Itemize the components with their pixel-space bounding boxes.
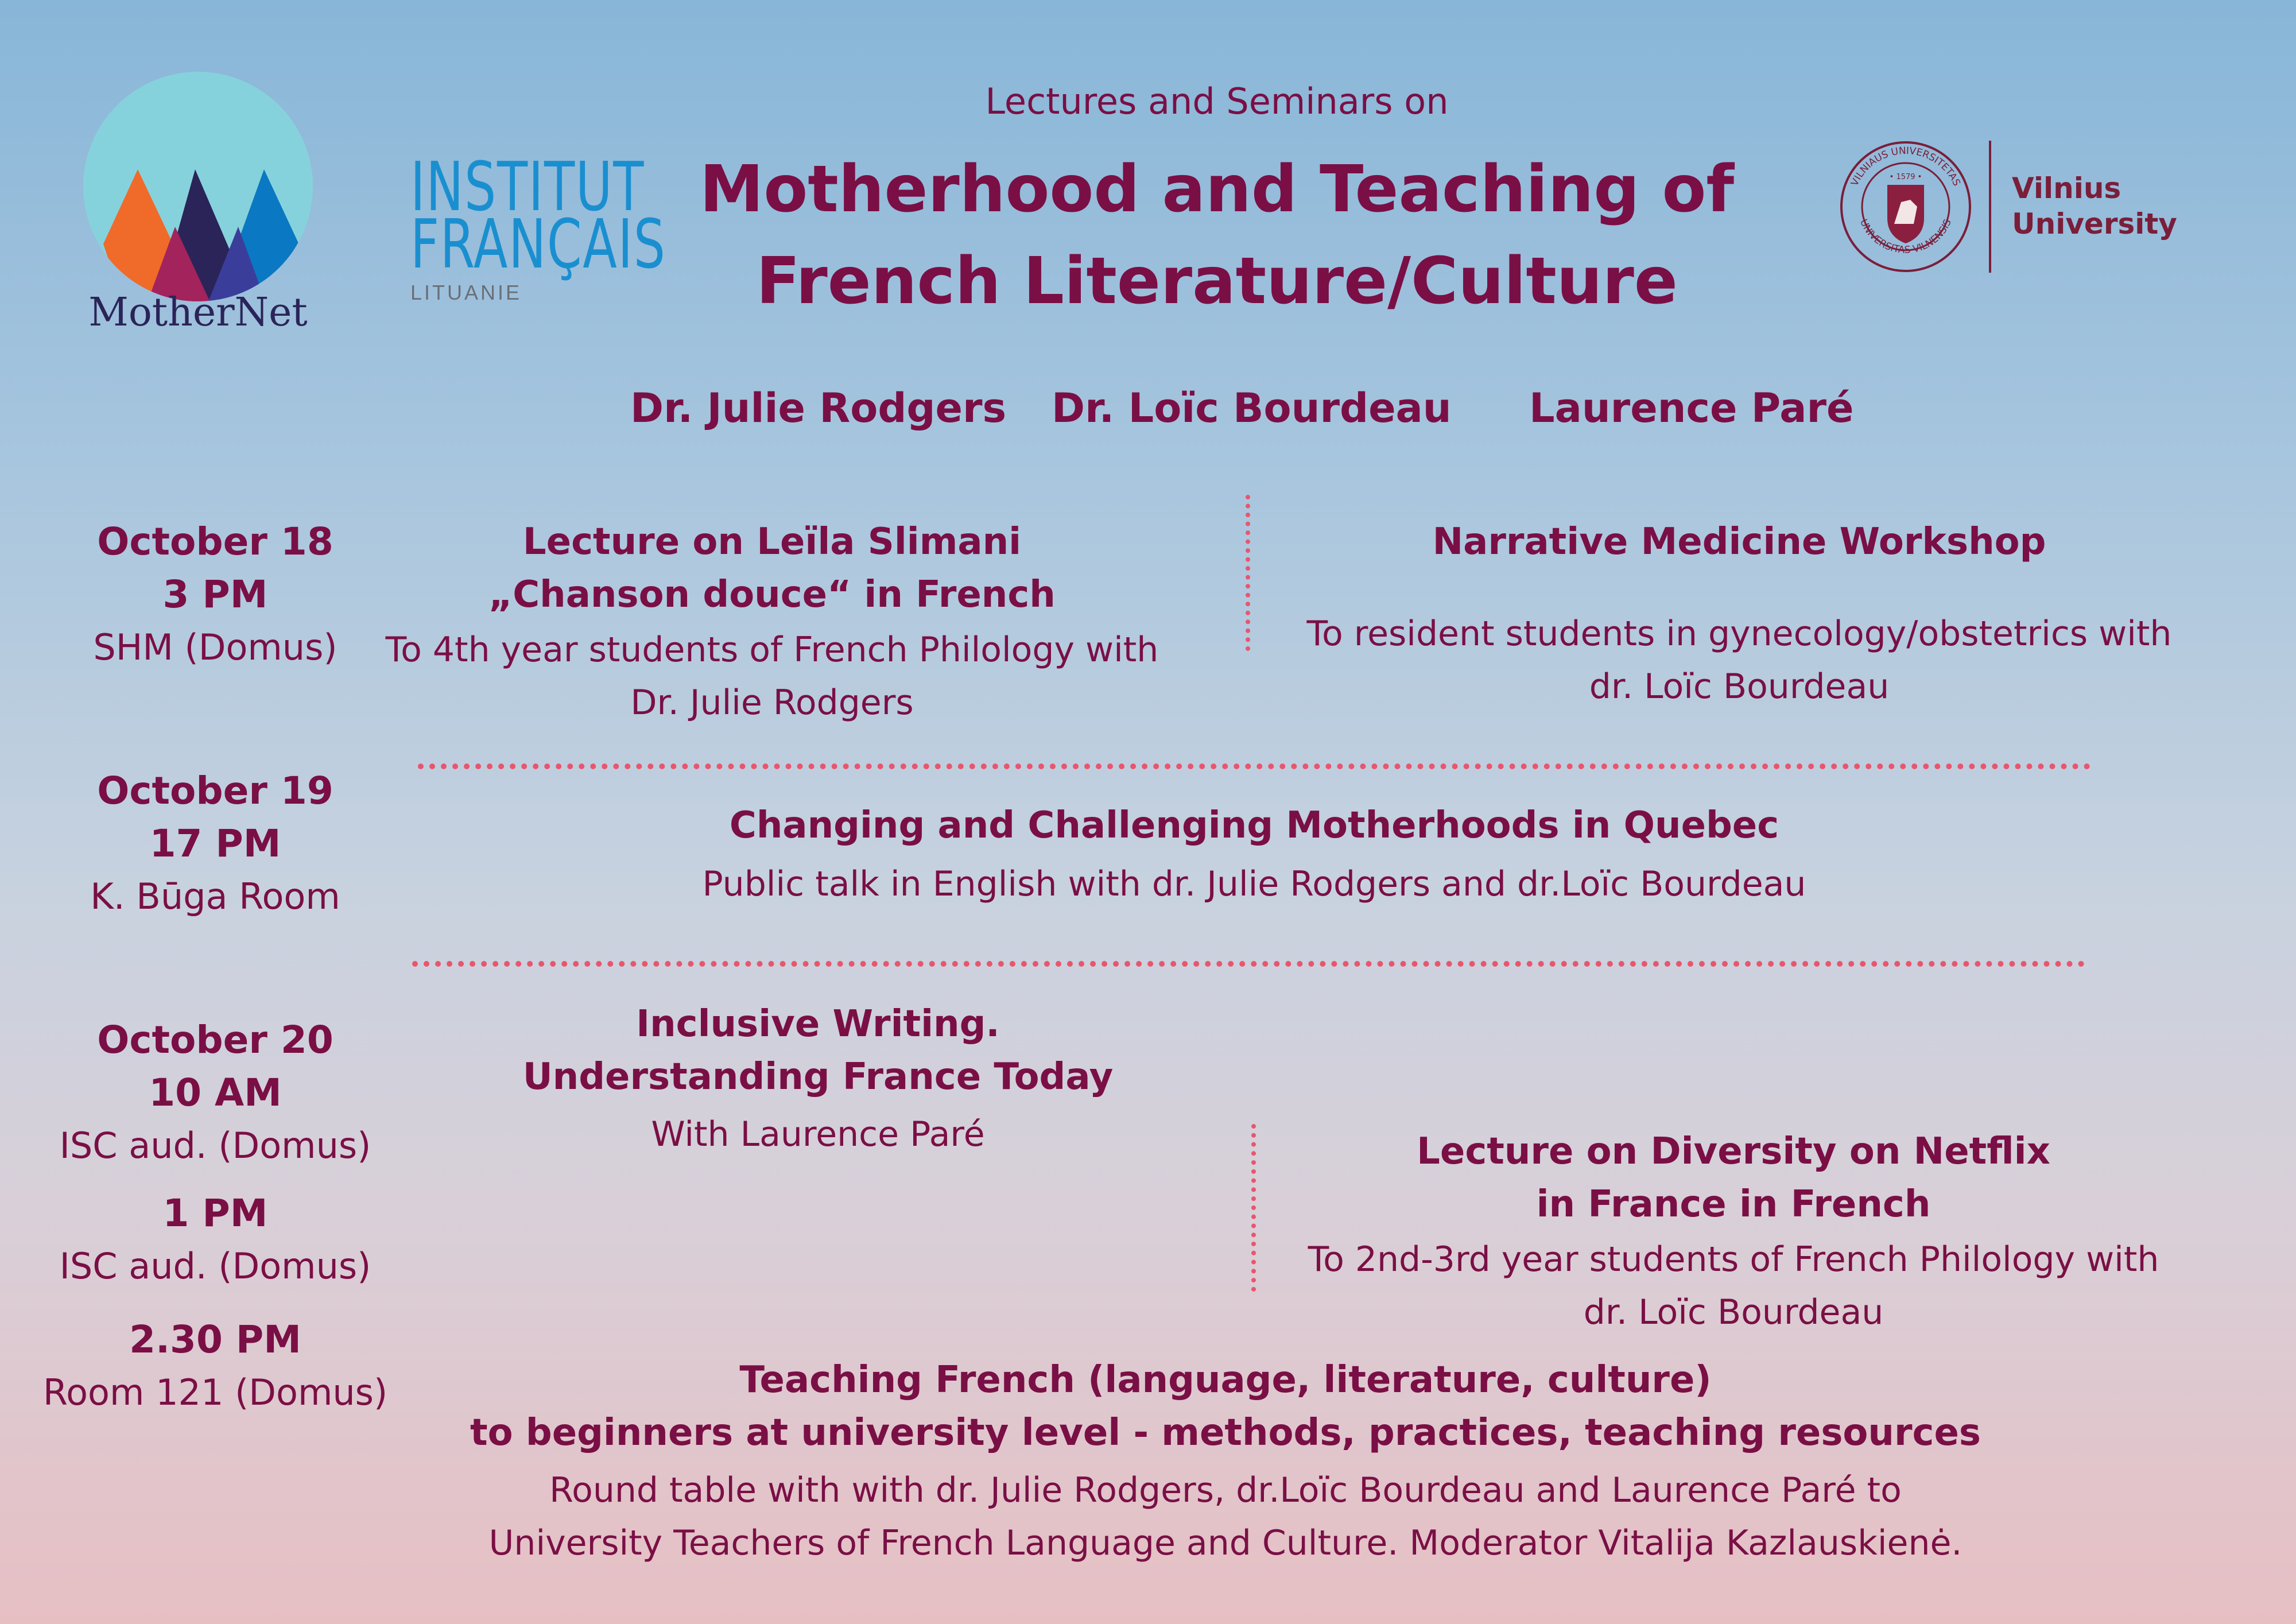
event-netflix-diversity bbox=[1280, 1125, 2187, 1339]
time-label: 1 PM bbox=[162, 1191, 268, 1235]
event-desc: Dr. Julie Rodgers bbox=[630, 683, 914, 723]
institut-wordmark-line1: INSTITUT bbox=[410, 147, 645, 226]
time-label: 17 PM bbox=[149, 821, 281, 866]
vilnius-university-logo bbox=[1837, 135, 2193, 284]
section-divider bbox=[412, 961, 2085, 967]
event-desc: dr. Loïc Bourdeau bbox=[1583, 1292, 1884, 1332]
event-narrative-medicine bbox=[1274, 516, 2204, 713]
section-divider bbox=[418, 763, 2091, 769]
seal-bottom-text: UNIVERSITAS VILNENSIS bbox=[1857, 217, 1954, 256]
logo-divider bbox=[1989, 141, 1991, 273]
event-desc: University Teachers of French Language and Culture. Moderator Vitalija Kazlauskienė. bbox=[488, 1523, 1963, 1563]
page-title bbox=[631, 144, 1802, 327]
title-line-2: French Literature/Culture bbox=[756, 244, 1678, 319]
title-line-1: Motherhood and Teaching of bbox=[699, 152, 1735, 227]
event-title: „Chanson douce“ in French bbox=[488, 573, 1056, 616]
date-oct20 bbox=[34, 1014, 396, 1419]
seal-top-text: VILNIAUS UNIVERSITETAS bbox=[1849, 145, 1963, 188]
event-desc: With Laurence Paré bbox=[651, 1114, 985, 1154]
date-label: October 18 bbox=[97, 520, 333, 564]
date-oct19 bbox=[34, 765, 396, 923]
vertical-divider bbox=[1246, 495, 1250, 651]
svg-text:VILNIAUS UNIVERSITETAS bbox=[1849, 145, 1963, 188]
event-desc: dr. Loïc Bourdeau bbox=[1589, 666, 1890, 707]
speaker-julie-rodgers: Dr. Julie Rodgers bbox=[630, 385, 1007, 432]
date-oct18 bbox=[34, 516, 396, 674]
event-quebec-motherhoods bbox=[574, 799, 1934, 910]
event-title: to beginners at university level - methods, practices, teaching resources bbox=[470, 1412, 1981, 1454]
speaker-laurence-pare: Laurence Paré bbox=[1529, 385, 1854, 432]
place-label: ISC aud. (Domus) bbox=[59, 1125, 371, 1166]
date-label: October 19 bbox=[97, 769, 333, 813]
institut-country: LITUANIE bbox=[410, 281, 522, 304]
date-label: October 20 bbox=[97, 1018, 333, 1062]
subtitle: Lectures and Seminars on bbox=[985, 80, 1449, 122]
vilnius-name-line2: University bbox=[2012, 207, 2177, 241]
event-title: Understanding France Today bbox=[522, 1056, 1114, 1098]
event-desc: Public talk in English with dr. Julie Rodgers and dr.Loïc Bourdeau bbox=[702, 864, 1806, 904]
event-desc: To resident students in gynecology/obstetrics with bbox=[1306, 614, 2172, 654]
event-teaching-french bbox=[413, 1354, 2038, 1569]
time-label: 2.30 PM bbox=[129, 1317, 301, 1362]
event-desc: To 2nd-3rd year students of French Philology with bbox=[1308, 1239, 2159, 1280]
event-title: Teaching French (language, literature, culture) bbox=[739, 1359, 1712, 1401]
event-slimani-lecture bbox=[367, 516, 1177, 729]
place-label: Room 121 (Domus) bbox=[42, 1371, 388, 1413]
place-label: SHM (Domus) bbox=[93, 626, 338, 668]
event-title: Changing and Challenging Motherhoods in Quebec bbox=[729, 804, 1779, 847]
mothernet-wordmark: MotherNet bbox=[88, 290, 308, 335]
institut-francais-logo bbox=[410, 147, 709, 313]
seal-year: • 1579 • bbox=[1889, 173, 1922, 181]
vilnius-name-line1: Vilnius bbox=[2012, 172, 2122, 205]
time-label: 10 AM bbox=[149, 1071, 282, 1115]
time-label: 3 PM bbox=[162, 572, 268, 617]
event-title: Inclusive Writing. bbox=[636, 1003, 1000, 1045]
event-desc: Round table with with dr. Julie Rodgers, dr.Loïc Bourdeau and Laurence Paré to bbox=[549, 1470, 1902, 1510]
place-label: ISC aud. (Domus) bbox=[59, 1245, 371, 1287]
speaker-loic-bourdeau: Dr. Loïc Bourdeau bbox=[1052, 385, 1452, 432]
event-title: Lecture on Diversity on Netflix bbox=[1417, 1130, 2050, 1173]
event-title: Lecture on Leïla Slimani bbox=[522, 521, 1022, 563]
mothernet-logo bbox=[80, 72, 316, 342]
university-seal-icon bbox=[1837, 138, 1975, 276]
place-label: K. Būga Room bbox=[90, 875, 340, 917]
event-inclusive-writing bbox=[488, 998, 1148, 1161]
event-desc: To 4th year students of French Philology with bbox=[385, 630, 1159, 670]
event-title: in France in French bbox=[1536, 1183, 1931, 1226]
vertical-divider bbox=[1251, 1124, 1256, 1292]
event-title: Narrative Medicine Workshop bbox=[1432, 521, 2046, 563]
institut-wordmark-line2: FRANÇAIS bbox=[410, 204, 666, 284]
